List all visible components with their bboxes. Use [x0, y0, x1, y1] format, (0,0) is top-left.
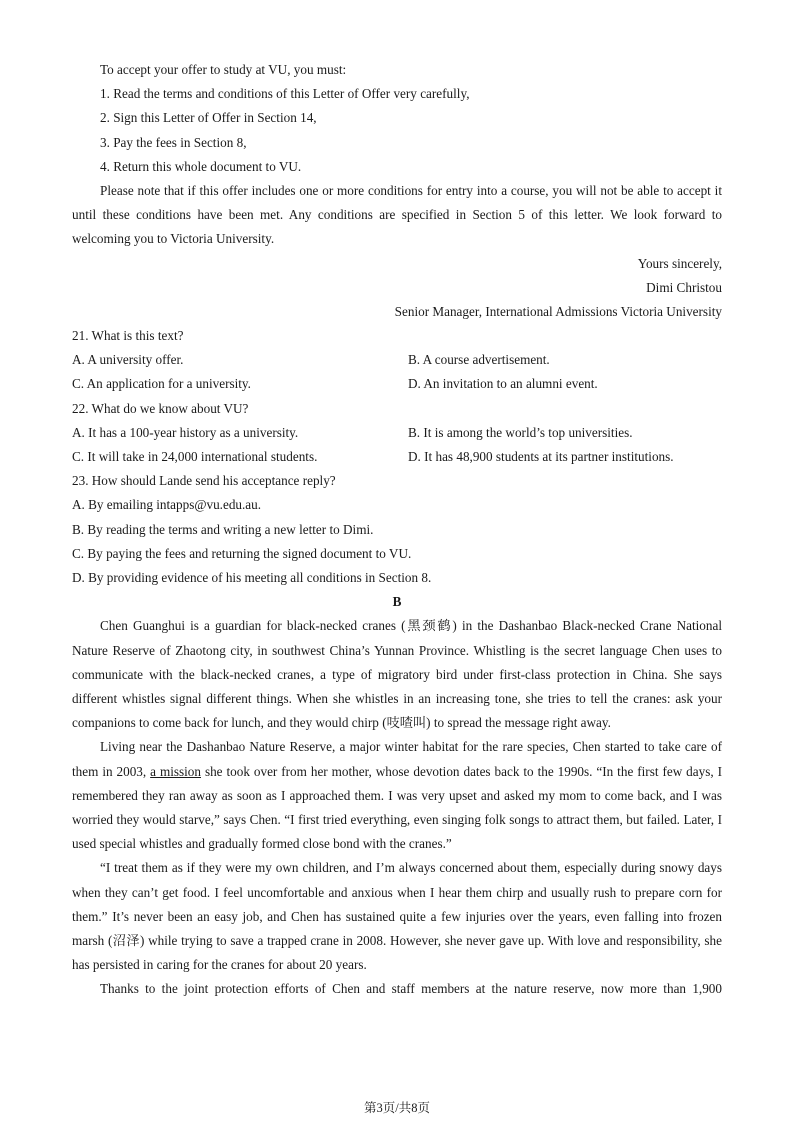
letter-signer-title: Senior Manager, International Admissions Victoria University [394, 303, 722, 319]
question-stem: 23. How should Lande send his acceptance reply? [72, 473, 336, 489]
letter-step: 4. Return this whole document to VU. [100, 158, 302, 174]
option-d: D. It has 48,900 students at its partner institutions. [408, 449, 674, 465]
question-23 [72, 469, 722, 590]
option-b: B. It is among the world’s top universities. [408, 424, 633, 440]
option-a: A. By emailing intapps@vu.edu.au. [72, 497, 262, 513]
passage-b [72, 614, 722, 1001]
letter-note-block [72, 179, 722, 252]
underlined-phrase: a mission [150, 763, 201, 779]
option-b: B. By reading the terms and writing a new letter to Dimi. [72, 521, 374, 537]
paragraph-text: she took over from her mother, whose devotion dates back to the 1990s. “In the first few days, I remembered they ran away as soon as I approached them. I was very upset and asked my mom to come back, and I was worried they would starve,” says Chen. “I first tried everything, even singing folk songs to attract them, but failed. Later, I used special whistles and gradually formed close bond with the cranes.” [72, 763, 722, 852]
option-c: C. An application for a university. [72, 376, 251, 392]
question-stem: 21. What is this text? [72, 328, 184, 344]
question-21 [72, 324, 722, 397]
section-heading: B [392, 594, 402, 610]
page-number: 第3页/共8页 [364, 1101, 430, 1115]
letter-step: 2. Sign this Letter of Offer in Section 14, [100, 110, 317, 126]
passage-paragraph-4: Thanks to the joint protection efforts of Chen and staff members at the nature reserve, now more than 1,900 [100, 981, 722, 997]
option-a: A. It has a 100-year history as a university. [72, 424, 299, 440]
letter-step: 3. Pay the fees in Section 8, [100, 134, 247, 150]
paragraph-text: Living near the Dashanbao Nature Reserve, a major winter habitat for the rare species, Chen started to take care of them in 2003, [72, 739, 722, 779]
passage-paragraph-3: “I treat them as if they were my own children, and I’m always concerned about them, especially during snowy days when they can’t get food. I feel uncomfortable and anxious when I hear them chirp and usually rush to prepare corn for them.” It’s never been an easy job, and Chen has sustained quite a few injuries over the years, even falling into frozen marsh (沼泽) while trying to save a trapped crane in 2008. However, she never gave up. With love and responsibility, she has persisted in caring for the cranes for about 20 years. [72, 860, 722, 973]
passage-paragraph-1: Chen Guanghui is a guardian for black-necked cranes (黑颈鹤) in the Dashanbao Black-necked Crane National Nature Reserve of Zhaotong city, in southwest China’s Yunnan Province. Whistling is the secret language Chen uses to communicate with the black-necked cranes, a type of migratory bird under first-class protection in China. She says different whistles signal different things. When she whistles in an increasing tone, she tries to tell the cranes: ask your companions to come back for lunch, and they would chirp (吱喳叫) to spread the message right away. [72, 618, 722, 731]
letter-intro: To accept your offer to study at VU, you must: [100, 62, 347, 77]
passage-paragraph-2 [72, 735, 722, 856]
option-c: C. By paying the fees and returning the signed document to VU. [72, 545, 412, 561]
option-c: C. It will take in 24,000 international students. [72, 449, 318, 465]
question-22 [72, 397, 722, 470]
letter-step: 1. Read the terms and conditions of this Letter of Offer very carefully, [100, 86, 470, 102]
letter-note: Please note that if this offer includes one or more conditions for entry into a course, you will not be able to accept it until these conditions have been met. Any conditions are specified in Section 5 of this letter. We look forward to welcoming you to Victoria University. [72, 182, 722, 247]
option-a: A. A university offer. [72, 352, 184, 368]
option-d: D. By providing evidence of his meeting all conditions in Section 8. [72, 569, 432, 585]
option-d: D. An invitation to an alumni event. [408, 376, 598, 392]
letter-signer: Dimi Christou [646, 279, 722, 295]
letter-closing: Yours sincerely, [637, 255, 722, 271]
question-stem: 22. What do we know about VU? [72, 400, 249, 416]
exam-page [72, 58, 722, 1002]
option-b: B. A course advertisement. [408, 352, 550, 368]
